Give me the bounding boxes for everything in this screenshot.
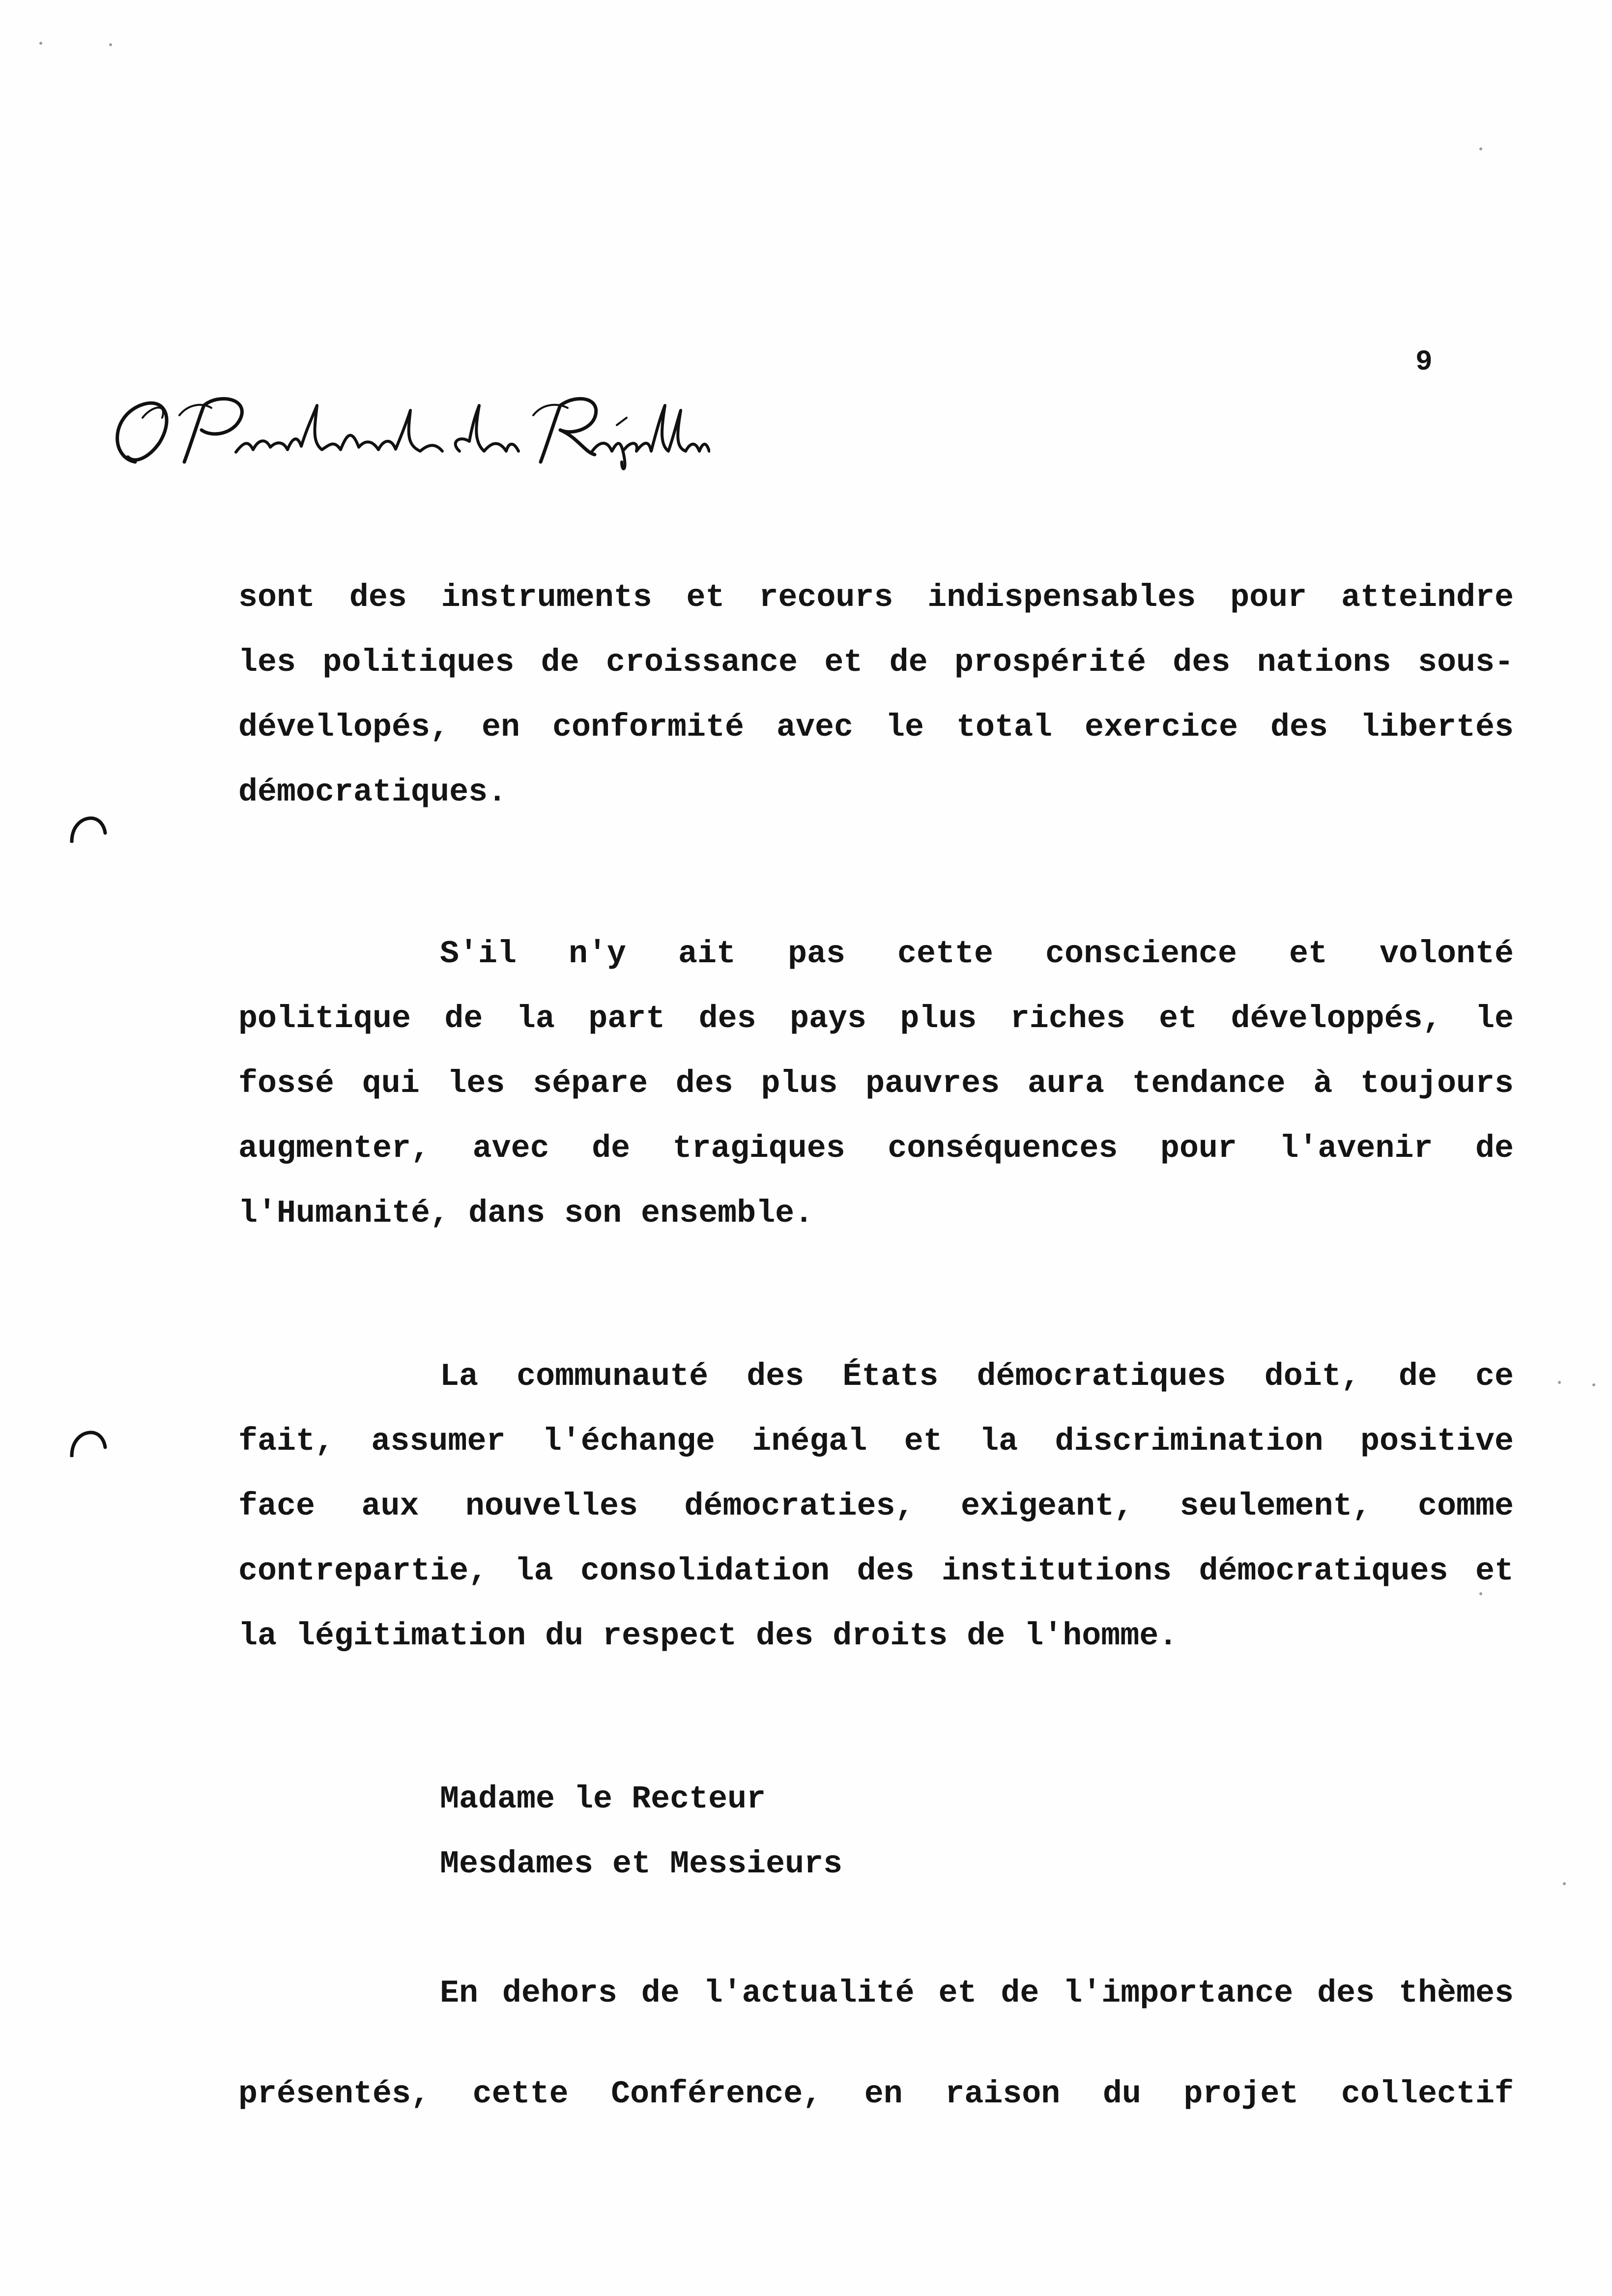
scan-speck [1592, 1383, 1595, 1386]
text-line: dévellopés, en conformité avec le total exercice des libertés [238, 709, 1514, 746]
letterhead-script-drawing [106, 388, 710, 474]
punch-hole-mark [68, 1428, 107, 1457]
salutation [238, 1767, 1514, 1896]
text-line: fait, assumer l'échange inégal et la discrimination positive [238, 1423, 1514, 1460]
text-line: contrepartie, la consolidation des institutions démocratiques et [238, 1553, 1514, 1589]
text-line: les politiques de croissance et de prospérité des nations sous- [238, 644, 1514, 681]
page-number: 9 [1415, 346, 1433, 378]
scan-speck [109, 43, 112, 46]
text-line: fossé qui les sépare des plus pauvres aura tendance à toujours [238, 1065, 1514, 1102]
text-line: En dehors de l'actualité et de l'importance des thèmes [440, 1975, 1514, 2011]
scan-speck [1563, 1882, 1566, 1885]
paragraph-1 [238, 565, 1514, 825]
text-line: face aux nouvelles démocraties, exigeant, seulement, comme [238, 1488, 1514, 1524]
text-line: La communauté des États démocratiques doit, de ce [440, 1358, 1514, 1395]
text-line: sont des instruments et recours indispensables pour atteindre [238, 579, 1514, 616]
scan-speck [1479, 147, 1482, 150]
text-line: S'il n'y ait pas cette conscience et volonté [440, 936, 1514, 972]
paragraph-6 [238, 2062, 1514, 2126]
salutation-line: Mesdames et Messieurs [440, 1846, 843, 1882]
text-line: l'Humanité, dans son ensemble. [238, 1195, 814, 1232]
scan-speck [1558, 1381, 1561, 1384]
letterhead-signature [106, 388, 710, 474]
punch-hole-mark [68, 813, 107, 843]
salutation-line: Madame le Recteur [440, 1781, 766, 1817]
paragraph-3 [238, 1344, 1514, 1668]
text-line: la légitimation du respect des droits de l'homme. [238, 1618, 1178, 1654]
scan-speck [39, 42, 42, 45]
text-line: présentés, cette Conférence, en raison du projet collectif [238, 2076, 1514, 2112]
paragraph-2 [238, 921, 1514, 1246]
text-line: démocratiques. [238, 774, 507, 810]
text-line: augmenter, avec de tragiques conséquences pour l'avenir de [238, 1130, 1514, 1167]
paragraph-5 [238, 1961, 1514, 2026]
text-line: politique de la part des pays plus riches et développés, le [238, 1001, 1514, 1037]
